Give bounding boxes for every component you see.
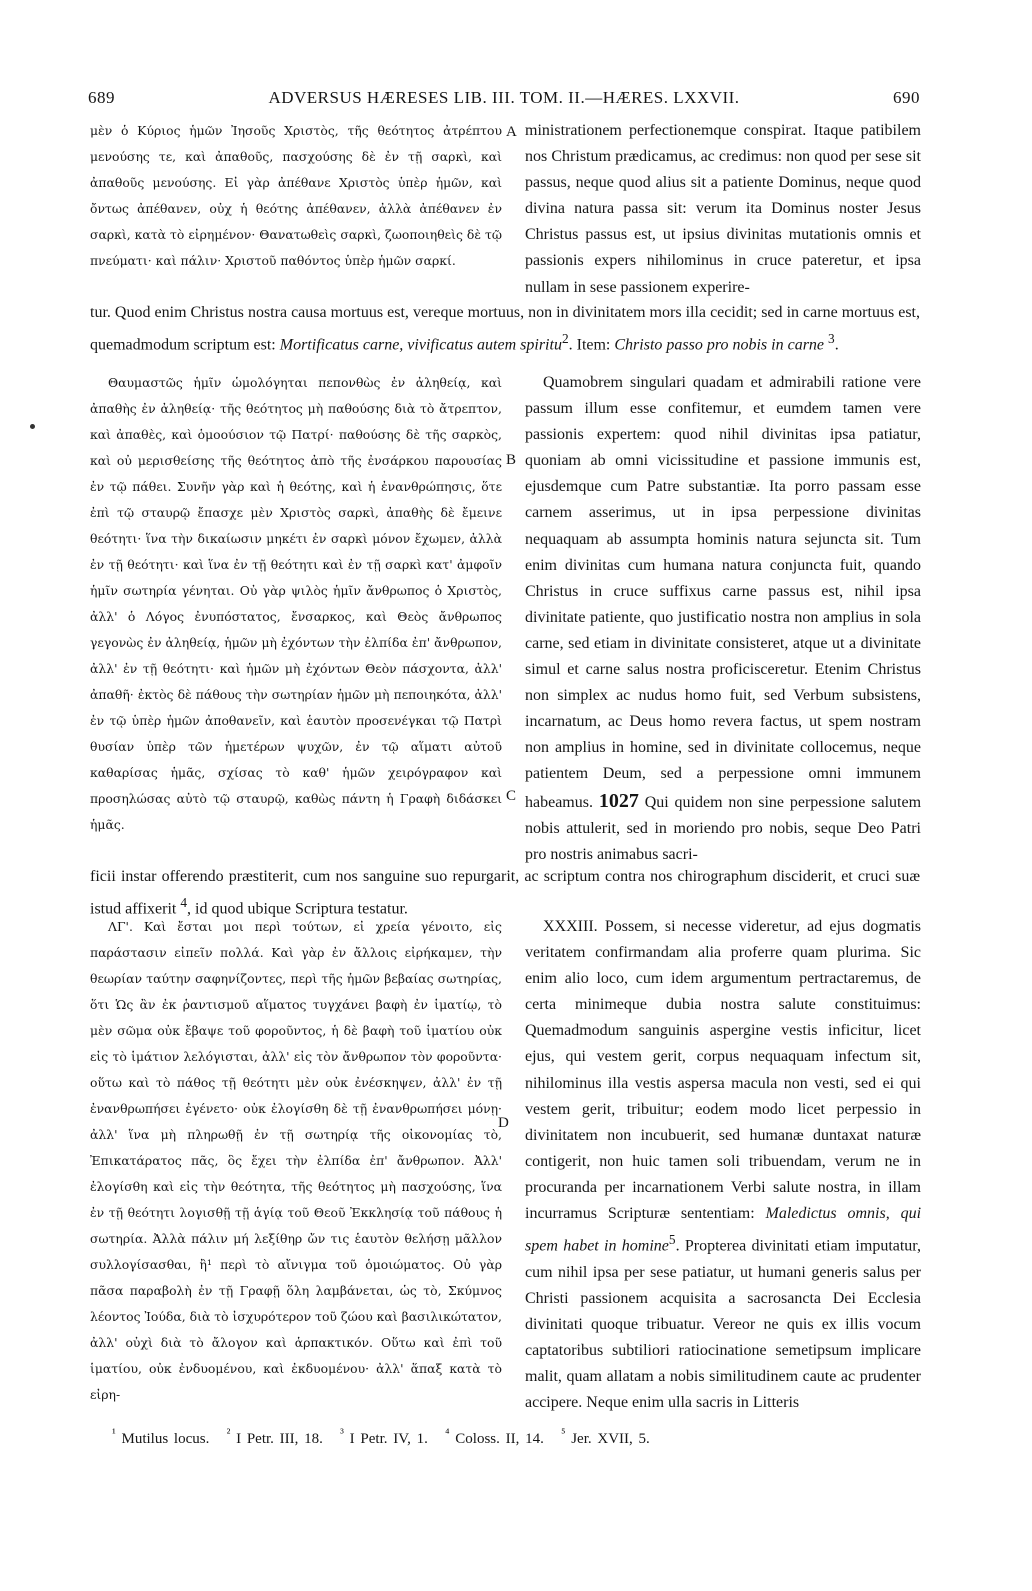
footnote-ref-2: 2 xyxy=(561,331,569,347)
greek-column-section-a xyxy=(90,118,502,308)
latin-column-section-b xyxy=(525,370,921,870)
footnote: $^{^4}$ Coloss. II, 14. xyxy=(445,1426,544,1447)
bridge-paragraph-1 xyxy=(90,300,920,359)
footnote: $^{^5}$ Jer. XVII, 5. xyxy=(561,1426,650,1447)
latin-quote: Maledictus omnis, qui spem habet in homine xyxy=(525,1205,921,1255)
greek-paragraph-c xyxy=(90,914,502,1408)
footnote-ref-3: 3 xyxy=(828,331,835,347)
margin-mark-d: D xyxy=(498,1115,509,1131)
greek-column-section-b xyxy=(90,370,502,866)
latin-column-section-c xyxy=(525,914,921,1422)
greek-column-section-c xyxy=(90,914,502,1422)
footnote: $^{^1}$ Mutilus locus. xyxy=(112,1426,210,1447)
margin-mark-b: B xyxy=(506,452,517,468)
page-number-left: 689 xyxy=(88,88,115,107)
greek-paragraph-b: Θαυμαστῶς ἡμῖν ὡμολόγηται πεπονθὼς ἐν ἀληθείᾳ, καὶ ἀπαθὴς ἐν ἀληθείᾳ· τῆς θεότητος μὴ παθούσης διὰ τὸ ἄτρεπτον, καὶ ἀπαθὲς, καὶ ὁμοούσιον τῷ Πατρί· παθούσης δὲ τῆς σαρκὸς, καὶ οὐ μερισθείσης τῆς θεότητος ἀπὸ τῆς ἐνσάρκου παρουσίας ἐν τῷ πάθει. Συνῆν γὰρ καὶ ἡ θεότης, καὶ ἡ ἐνανθρώπησις, ὅτε ἐπὶ τῷ σταυρῷ ἔπασχε μὲν Χριστὸς σαρκὶ, ἀπαθὴς δὲ ἔμεινε θεότητι· ἵνα τὴν δικαίωσιν μηκέτι ἐν σαρκὶ μόνον ἔχωμεν, ἀλλὰ ἐν τῇ θεότητι· καὶ ἵνα ἐν τῇ θεότητι καὶ ἐν τῇ σαρκὶ κατ' ἀμφοῖν ἡμῖν σωτηρία γένηται. Οὐ γὰρ ψιλὸς ἡμῖν ἄνθρωπος ὁ Χριστὸς, ἀλλ' ὁ Λόγος ἐνυπόστατος, ἔνσαρκος, καὶ Θεὸς ἄνθρωπος γεγονὼς ἐν ἀληθείᾳ, ἡμῶν μὴ ἐχόντων τὴν ἐλπίδα ἐπ' ἄνθρωπον, ἀλλ' ἐν τῇ θεότητι· καὶ ἡμῶν μὴ ἐχόντων Θεὸν πάσχοντα, ἀλλ' ἀπαθῆ· ἐκτὸς δὲ πάθους τὴν σωτηρίαν ἡμῶν μὴ πεποιηκότα, ἀλλ' ἐν τῷ ὑπὲρ ἡμῶν ἀποθανεῖν, καὶ ἑαυτὸν προσενέγκαι τῷ Πατρὶ θυσίαν ὑπὲρ τῶν ἡμετέρων ψυχῶν, ἐν τῷ αἵματι αὐτοῦ καθαρίσας ἡμᾶς, σχίσας τὸ καθ' ἡμῶν χειρόγραφον καὶ προσηλώσας αὐτὸ τῷ σταυρῷ, καθὼς πάντη ἡ Γραφὴ διδάσκει ἡμᾶς. xyxy=(90,375,502,832)
greek-section-number: ΛΓ'. xyxy=(108,919,133,934)
bridge-1-quote-2: Christo passo pro nobis in carne xyxy=(614,336,825,354)
footnote: $^{^3}$ I Petr. IV, 1. xyxy=(340,1426,428,1447)
footnote-ref-5: 5 xyxy=(668,1232,676,1248)
latin-section-number: XXXIII. xyxy=(543,918,598,935)
bridge-2-end: , id quod ubique Scriptura testatur. xyxy=(187,900,408,918)
margin-mark-a: A xyxy=(506,124,517,140)
latin-paragraph-b-cont: Qui quidem non sine perpessione salutem nobis attulerit, sed in moriendo pro nobis, seque Deo Patri pro nostris animabus sacri- xyxy=(525,793,921,863)
bridge-1-end: . xyxy=(834,336,839,354)
bridge-1-text: tur. Quod enim Christus nostra causa mortuus est, vereque mortuus, non in divinitatem mors illa cecidit; sed in carne mortuus est, quemadmodum scriptum est: xyxy=(90,304,920,354)
full-width-bridge-2 xyxy=(90,864,920,920)
page-number-right: 690 xyxy=(893,88,920,107)
greek-paragraph-a: μὲν ὁ Κύριος ἡμῶν Ἰησοῦς Χριστὸς, τῆς θεότητος ἀτρέπτου μενούσης τε, καὶ ἀπαθοῦς, πασχούσης δὲ ἐν τῇ σαρκὶ, καὶ ἀπαθοῦς μενούσης. Εἰ γὰρ ἀπέθανε Χριστὸς ὑπὲρ ἡμῶν, καὶ ὄντως ἀπέθανεν, οὐχ ἡ θεότης ἀπέθανεν, ἀλλὰ ἀπέθανεν ἐν σαρκὶ, κατὰ τὸ εἰρημένον· Θανατωθεὶς σαρκὶ, ζωοποιηθεὶς δὲ τῷ πνεύματι· καὶ πάλιν· Χριστοῦ παθόντος ὑπὲρ ἡμῶν σαρκί. xyxy=(90,123,502,268)
bridge-paragraph-2 xyxy=(90,864,920,920)
running-title: ADVERSUS HÆRESES LIB. III. TOM. II.—HÆRES. LXXVII. xyxy=(268,88,740,107)
latin-paragraph-c-text: Possem, si necesse videretur, ad ejus dogmatis veritatem confirmandam alia proferre quam plurima. Sic enim alio loco, cum idem argumentum pertractaremus, de certa minimeque dubia nostra salute constituimus: Quemadmodum sanguinis aspergine vestis inficitur, licet ejus, qui vestem gerit, corpus nequaquam infectum sit, nihilominus illa vestis aspersa macula non vesti, sed ei qui vestem gerit, tribuitur; eodem modo licet perpessio in divinitatem non incubuerit, sed humanæ duntaxat naturæ contigerit, non huic tamen soli tribuendam, verum ne in procuranda per incarnationem Verbi salute nostra, in illam incurramus Scripturæ sententiam: xyxy=(525,918,921,1223)
column-number-mark: 1027 xyxy=(598,789,639,812)
footnote-ref-4: 4 xyxy=(180,895,188,911)
margin-mark-c: C xyxy=(506,788,517,804)
margin-dot xyxy=(30,424,35,429)
latin-paragraph-b-text: Quamobrem singulari quadam et admirabili ratione vere passum illum esse confitemur, et eumdem tamen vere passionis expertem: quod nihil divinitas ipsa patiatur, quoniam ab omni vicissitudine et passione immunis est, ejusdemque cum Patre substantiæ. Ita porro passam esse carnem asserimus, ut in ipsa perpessione divinitas nequaquam ab assumpta hominis natura sejuncta sit. Tum enim divinitas cum humana natura conjuncta fuit, quando Christus in cruce suffixus carne passus est, nihil ipsa divinitate patiente, quo justificatio nostra non amplius in sola carne, sed etiam in divinitate consisteret, atque ut a divinitate simul et carne salus nostra proficisceretur. Etenim Christus non simplex ac nudus homo fuit, sed Verbum subsistens, incarnatum, ac Deus homo revera factus, ut spem nostram non amplius in homine, sed in divinitate collocemus, neque patientem Deum, sed a perpessione omni immunem habeamus. xyxy=(525,374,921,811)
full-width-bridge-1 xyxy=(90,300,920,380)
latin-paragraph-a: ministrationem perfectionemque conspirat. Itaque patibilem nos Christum prædicamus, ac credimus: non quod per sese sit passus, neque quod alius sit a patiente Dominus, neque quod divina natura passa sit: verum ita Dominus noster Jesus Christus passus est, ut ipsius divinitas mutationis omnis et passionis expers nihilominus in cruce pateretur, et ipsa nullam in sese passionem experire- xyxy=(525,122,921,296)
bridge-2-text: ficii instar offerendo præstiterit, cum nos sanguine suo repurgarit, ac scriptum contra nos chirographum disciderit, et cruci suæ istud affixerit xyxy=(90,868,920,918)
bridge-1-mid: . Item: xyxy=(568,336,611,354)
footnotes xyxy=(112,1426,892,1450)
latin-paragraph-c xyxy=(525,914,921,1416)
latin-paragraph-b xyxy=(525,370,921,868)
latin-paragraph-c-end: . Propterea divinitati etiam imputatur, cum nihil ipsa per sese patiatur, ut humani generis salus per Christi passionem acquisita a sacrosancta Dei Ecclesia divinitati quoque tribuatur. Vereor ne quis ex illis vocum captatoribus subtiliori ratiocinatione semetipsum implicare malit, quam allatam a nobis similitudinem caute ac prudenter accipere. Neque enim ulla sacris in Litteris xyxy=(525,1237,921,1412)
greek-paragraph-c-text: Καὶ ἔσται μοι περὶ τούτων, εἰ χρεία γένοιτο, εἰς παράστασιν εἰπεῖν πολλά. Καὶ γὰρ ἐν ἄλλοις εἰρήκαμεν, τὴν θεωρίαν ταύτην σαφηνίζοντες, περὶ τῆς ἡμῶν βεβαίας σωτηρίας, ὅτι Ὡς ἂν ἐκ ῥαντισμοῦ αἵματος τυγχάνει βαφὴ ἐν ἱματίῳ, τὸ μὲν σῶμα οὐκ ἔβαψε τοῦ φοροῦντος, ἡ δὲ βαφὴ τοῦ ἱματίου οὐκ εἰς τὸ ἱμάτιον λελόγισται, ἀλλ' εἰς τὸν ἄνθρωπον τὸν φοροῦντα· οὕτω καὶ τὸ πάθος τῇ θεότητι μὲν οὐκ ἐνέσκηψεν, ἀλλ' ἐν τῇ ἐνανθρωπήσει ἐγένετο· οὐκ ἐλογίσθη δὲ τῇ ἐνανθρωπήσει μόνῃ· ἀλλ' ἵνα μὴ πληρωθῇ ἐν τῇ σωτηρίᾳ τῆς οἰκονομίας τὸ, Ἐπικατάρατος πᾶς, ὃς ἔχει τὴν ἐλπίδα ἐπ' ἄνθρωπον. Ἀλλ' ἐλογίσθη καὶ εἰς τὴν θεότητα, τῆς θεότητος μὴ πασχούσης, ἵνα ἐν τῇ θεότητι λογισθῇ τῇ ἁγίᾳ τοῦ Θεοῦ Ἐκκλησίᾳ τοῦ πάθους ἡ σωτηρία. Ἀλλὰ πάλιν μή λεξίθηρ ὤν τις ἑαυτὸν θελήσῃ μᾶλλον συλλογίσασθαι, ἢ¹ περὶ τὸ αἴνιγμα τοῦ ὁμοιώματος. Οὐ γὰρ πᾶσα παραβολὴ ἐν τῇ Γραφῇ ὅλη λαμβάνεται, ὡς τὸ, Σκύμνος λέοντος Ἰούδα, διὰ τὸ ἰσχυρότερον τοῦ ζώου καὶ βασιλικώτατον, ἀλλ' οὐχὶ διὰ τὸ ἄλογον καὶ ἁρπακτικόν. Οὕτω καὶ ἐπὶ τοῦ ἱματίου, οὐκ ἐνδυομένου, καὶ ἐκδυομένου· ἀλλ' ἅπαξ κατὰ τὸ εἰρη- xyxy=(90,919,502,1402)
footnote: $^{^2}$ I Petr. III, 18. xyxy=(226,1426,323,1447)
running-header xyxy=(88,88,920,114)
bridge-1-quote-1: Mortificatus carne, vivificatus autem spiritu xyxy=(279,336,562,354)
